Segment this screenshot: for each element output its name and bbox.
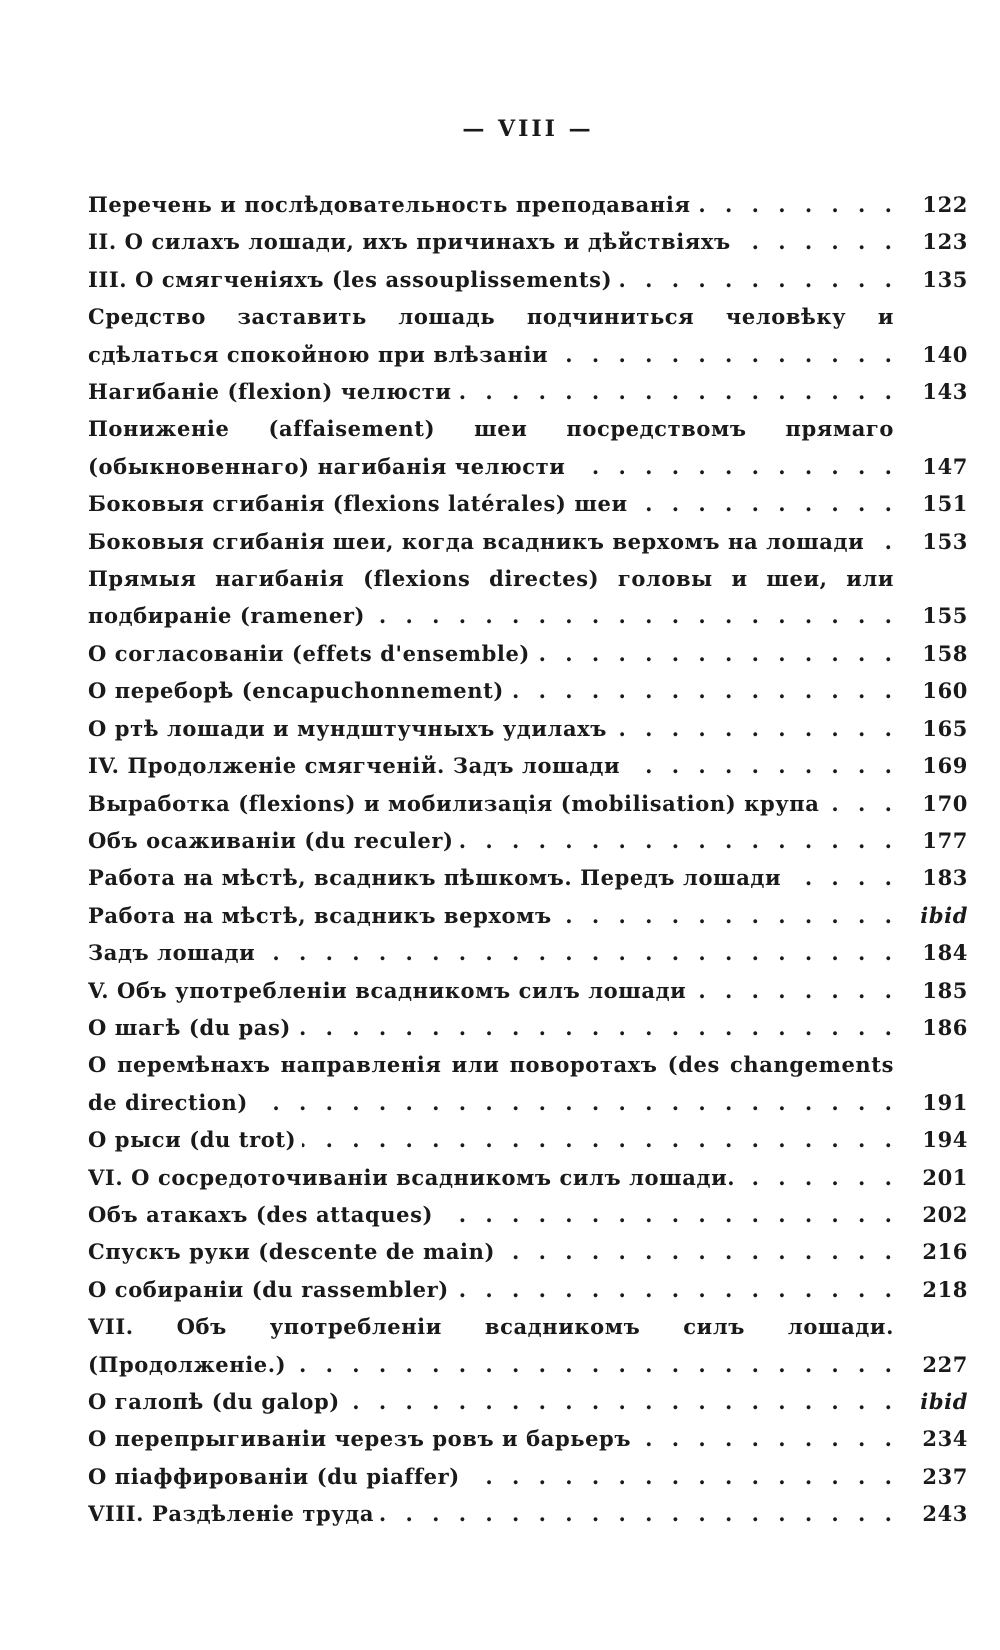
toc-entry-title: Перечень и послѣдовательность преподаванія: [88, 192, 697, 217]
toc-entry-title-wrap: [88, 672, 906, 709]
toc-entry-title: Пониженіе (affaisement) шеи посредствомъ прямаго (обыкновеннаго) нагибанія челюсти: [88, 416, 894, 479]
toc-entry: [88, 972, 968, 1009]
toc-entry-title-wrap: [88, 523, 906, 560]
toc-entry-page: 202: [922, 1201, 968, 1227]
toc-entry: [88, 1495, 968, 1532]
toc-entry-title: О перепрыгиваніи черезъ ровъ и барьеръ: [88, 1426, 637, 1451]
toc-entry-title-wrap: [88, 186, 906, 223]
toc-entry-page: 183: [922, 865, 968, 891]
toc-entry: [88, 560, 968, 635]
toc-entry: [88, 186, 968, 223]
toc-entry-page: 227: [922, 1351, 968, 1377]
toc-entry-page: 135: [922, 266, 968, 292]
toc-entry-title-wrap: [88, 822, 906, 859]
toc-entry: [88, 710, 968, 747]
toc-entry-title-wrap: [88, 1046, 906, 1121]
toc-entry-page: 170: [922, 790, 968, 816]
toc-entry-title: Задъ лошади: [88, 940, 261, 965]
toc-entry-title: Объ осаживаніи (du reculer): [88, 828, 460, 853]
toc-entry-page: 155: [922, 603, 968, 629]
toc-entry: [88, 1159, 968, 1196]
toc-entry-title-wrap: [88, 785, 906, 822]
toc-entry-title: О піаффированіи (du piaffer): [88, 1464, 466, 1489]
toc-entry-title: V. Объ употребленіи всадникомъ силъ лошади: [88, 978, 692, 1003]
toc-entry-page: 201: [922, 1164, 968, 1190]
toc-entry: [88, 1121, 968, 1158]
toc-entry-title: Боковыя сгибанія шеи, когда всадникъ верхомъ на лошади: [88, 529, 870, 554]
toc-entry-title-wrap: [88, 485, 906, 522]
toc-entry-page: 177: [922, 827, 968, 853]
toc-entry-page: 185: [922, 977, 968, 1003]
toc-entry: [88, 747, 968, 784]
toc-entry-title-wrap: [88, 1495, 906, 1532]
toc-entry-page: 184: [922, 940, 968, 966]
toc-entry-title-wrap: [88, 897, 906, 934]
toc-entry-title-wrap: [88, 635, 906, 672]
toc-entry-page: 143: [922, 379, 968, 405]
toc-entry-page: 194: [922, 1127, 968, 1153]
toc-entry-page: 218: [922, 1276, 968, 1302]
toc-entry-title-wrap: [88, 747, 906, 784]
toc-entry-page: 147: [922, 453, 968, 479]
table-of-contents: [88, 186, 968, 1533]
toc-entry-title-wrap: [88, 1383, 906, 1420]
toc-entry-title: III. О смягченіяхъ (les assouplissements): [88, 267, 618, 292]
toc-entry: [88, 485, 968, 522]
toc-entry-title: Работа на мѣстѣ, всадникъ пѣшкомъ. Передъ лошади: [88, 865, 787, 890]
toc-entry-title-wrap: [88, 859, 906, 896]
toc-entry-title-wrap: [88, 560, 906, 635]
toc-entry: [88, 298, 968, 373]
toc-entry-title: Работа на мѣстѣ, всадникъ верхомъ: [88, 903, 558, 928]
toc-entry-page: ibid: [920, 1389, 968, 1414]
toc-entry-title: II. О силахъ лошади, ихъ причинахъ и дѣйствіяхъ: [88, 229, 737, 254]
toc-entry-page: 140: [922, 341, 968, 367]
toc-entry-title: О галопѣ (du galop): [88, 1389, 346, 1414]
toc-entry: [88, 1308, 968, 1383]
toc-entry-title: Боковыя сгибанія (flexions latérales) шеи: [88, 491, 634, 516]
toc-entry-title: Нагибаніе (flexion) челюсти: [88, 379, 458, 404]
toc-entry-page: 237: [922, 1463, 968, 1489]
toc-entry-page: 165: [922, 715, 968, 741]
toc-entry-title-wrap: [88, 1420, 906, 1457]
toc-entry-title: О перемѣнахъ направленія или поворотахъ (des changements de direction): [88, 1052, 894, 1115]
toc-entry-title-wrap: [88, 1159, 906, 1196]
toc-entry: [88, 897, 968, 934]
toc-entry-page: 234: [922, 1426, 968, 1452]
toc-entry-title: О шагѣ (du pas): [88, 1015, 297, 1040]
toc-entry-title: Спускъ руки (descente de main): [88, 1239, 501, 1264]
toc-entry-title-wrap: [88, 1233, 906, 1270]
toc-entry-title-wrap: [88, 1458, 906, 1495]
toc-entry-page: 158: [922, 640, 968, 666]
toc-entry: [88, 859, 968, 896]
toc-entry-page: 123: [922, 229, 968, 255]
toc-entry: [88, 410, 968, 485]
toc-entry: [88, 785, 968, 822]
toc-entry-title: Прямыя нагибанія (flexions directes) головы и шеи, или подбираніе (ramener): [88, 566, 894, 629]
page-header: — VIII —: [462, 116, 594, 142]
toc-entry-title-wrap: [88, 223, 906, 260]
toc-entry-page: 169: [922, 753, 968, 779]
toc-entry-title: О собираніи (du rassembler): [88, 1277, 455, 1302]
toc-entry-title: IV. Продолженіе смягченій. Задъ лошади: [88, 753, 626, 778]
toc-entry-title: Объ атакахъ (des attaques): [88, 1202, 439, 1227]
toc-entry: [88, 523, 968, 560]
toc-entry-title: Выработка (flexions) и мобилизація (mobilisation) крупа: [88, 791, 825, 816]
toc-entry-page: 216: [922, 1239, 968, 1265]
toc-entry-title-wrap: [88, 298, 906, 373]
toc-entry: [88, 223, 968, 260]
toc-entry-title: VII. Объ употребленіи всадникомъ силъ лошади. (Продолженіе.): [88, 1314, 894, 1377]
toc-entry: [88, 635, 968, 672]
toc-entry: [88, 261, 968, 298]
toc-entry-page: 160: [922, 678, 968, 704]
toc-entry: [88, 1046, 968, 1121]
toc-entry-title-wrap: [88, 934, 906, 971]
toc-entry: [88, 373, 968, 410]
toc-entry: [88, 1196, 968, 1233]
toc-entry: [88, 1458, 968, 1495]
toc-entry-page: 186: [922, 1014, 968, 1040]
toc-entry-title-wrap: [88, 373, 906, 410]
toc-entry-title-wrap: [88, 710, 906, 747]
toc-entry-page: 122: [922, 192, 968, 217]
toc-entry-page: 243: [922, 1501, 968, 1527]
toc-entry-title-wrap: [88, 1009, 906, 1046]
toc-entry-page: ibid: [920, 902, 968, 928]
toc-entry-page: 151: [922, 491, 968, 517]
toc-entry-title: VI. О сосредоточиваніи всадникомъ силъ лошади.: [88, 1165, 741, 1190]
toc-entry: [88, 1233, 968, 1270]
toc-entry: [88, 672, 968, 709]
toc-entry-title-wrap: [88, 261, 906, 298]
toc-entry: [88, 1383, 968, 1420]
toc-entry-title: О переборѣ (encapuchonnement): [88, 678, 510, 703]
toc-entry-title-wrap: [88, 972, 906, 1009]
toc-entry-page: 191: [922, 1089, 968, 1115]
toc-entry: [88, 822, 968, 859]
toc-entry-title: О согласованіи (effets d'ensemble): [88, 641, 536, 666]
toc-entry-page: 153: [922, 528, 968, 554]
toc-entry: [88, 1420, 968, 1457]
toc-entry-title: Средство заставить лошадь подчиниться человѣку и сдѣлаться спокойною при влѣзаніи: [88, 304, 894, 367]
toc-entry-title-wrap: [88, 410, 906, 485]
toc-entry-title-wrap: [88, 1271, 906, 1308]
toc-entry: [88, 1009, 968, 1046]
book-page: [88, 0, 968, 1650]
toc-entry-title: О ртѣ лошади и мундштучныхъ удилахъ: [88, 716, 613, 741]
toc-entry-title-wrap: [88, 1308, 906, 1383]
toc-entry-title: VIII. Раздѣленіе труда: [88, 1501, 380, 1526]
toc-entry: [88, 1271, 968, 1308]
toc-entry-title-wrap: [88, 1121, 906, 1158]
toc-entry-title-wrap: [88, 1196, 906, 1233]
toc-entry-title: О рыси (du trot): [88, 1127, 302, 1152]
toc-entry: [88, 934, 968, 971]
